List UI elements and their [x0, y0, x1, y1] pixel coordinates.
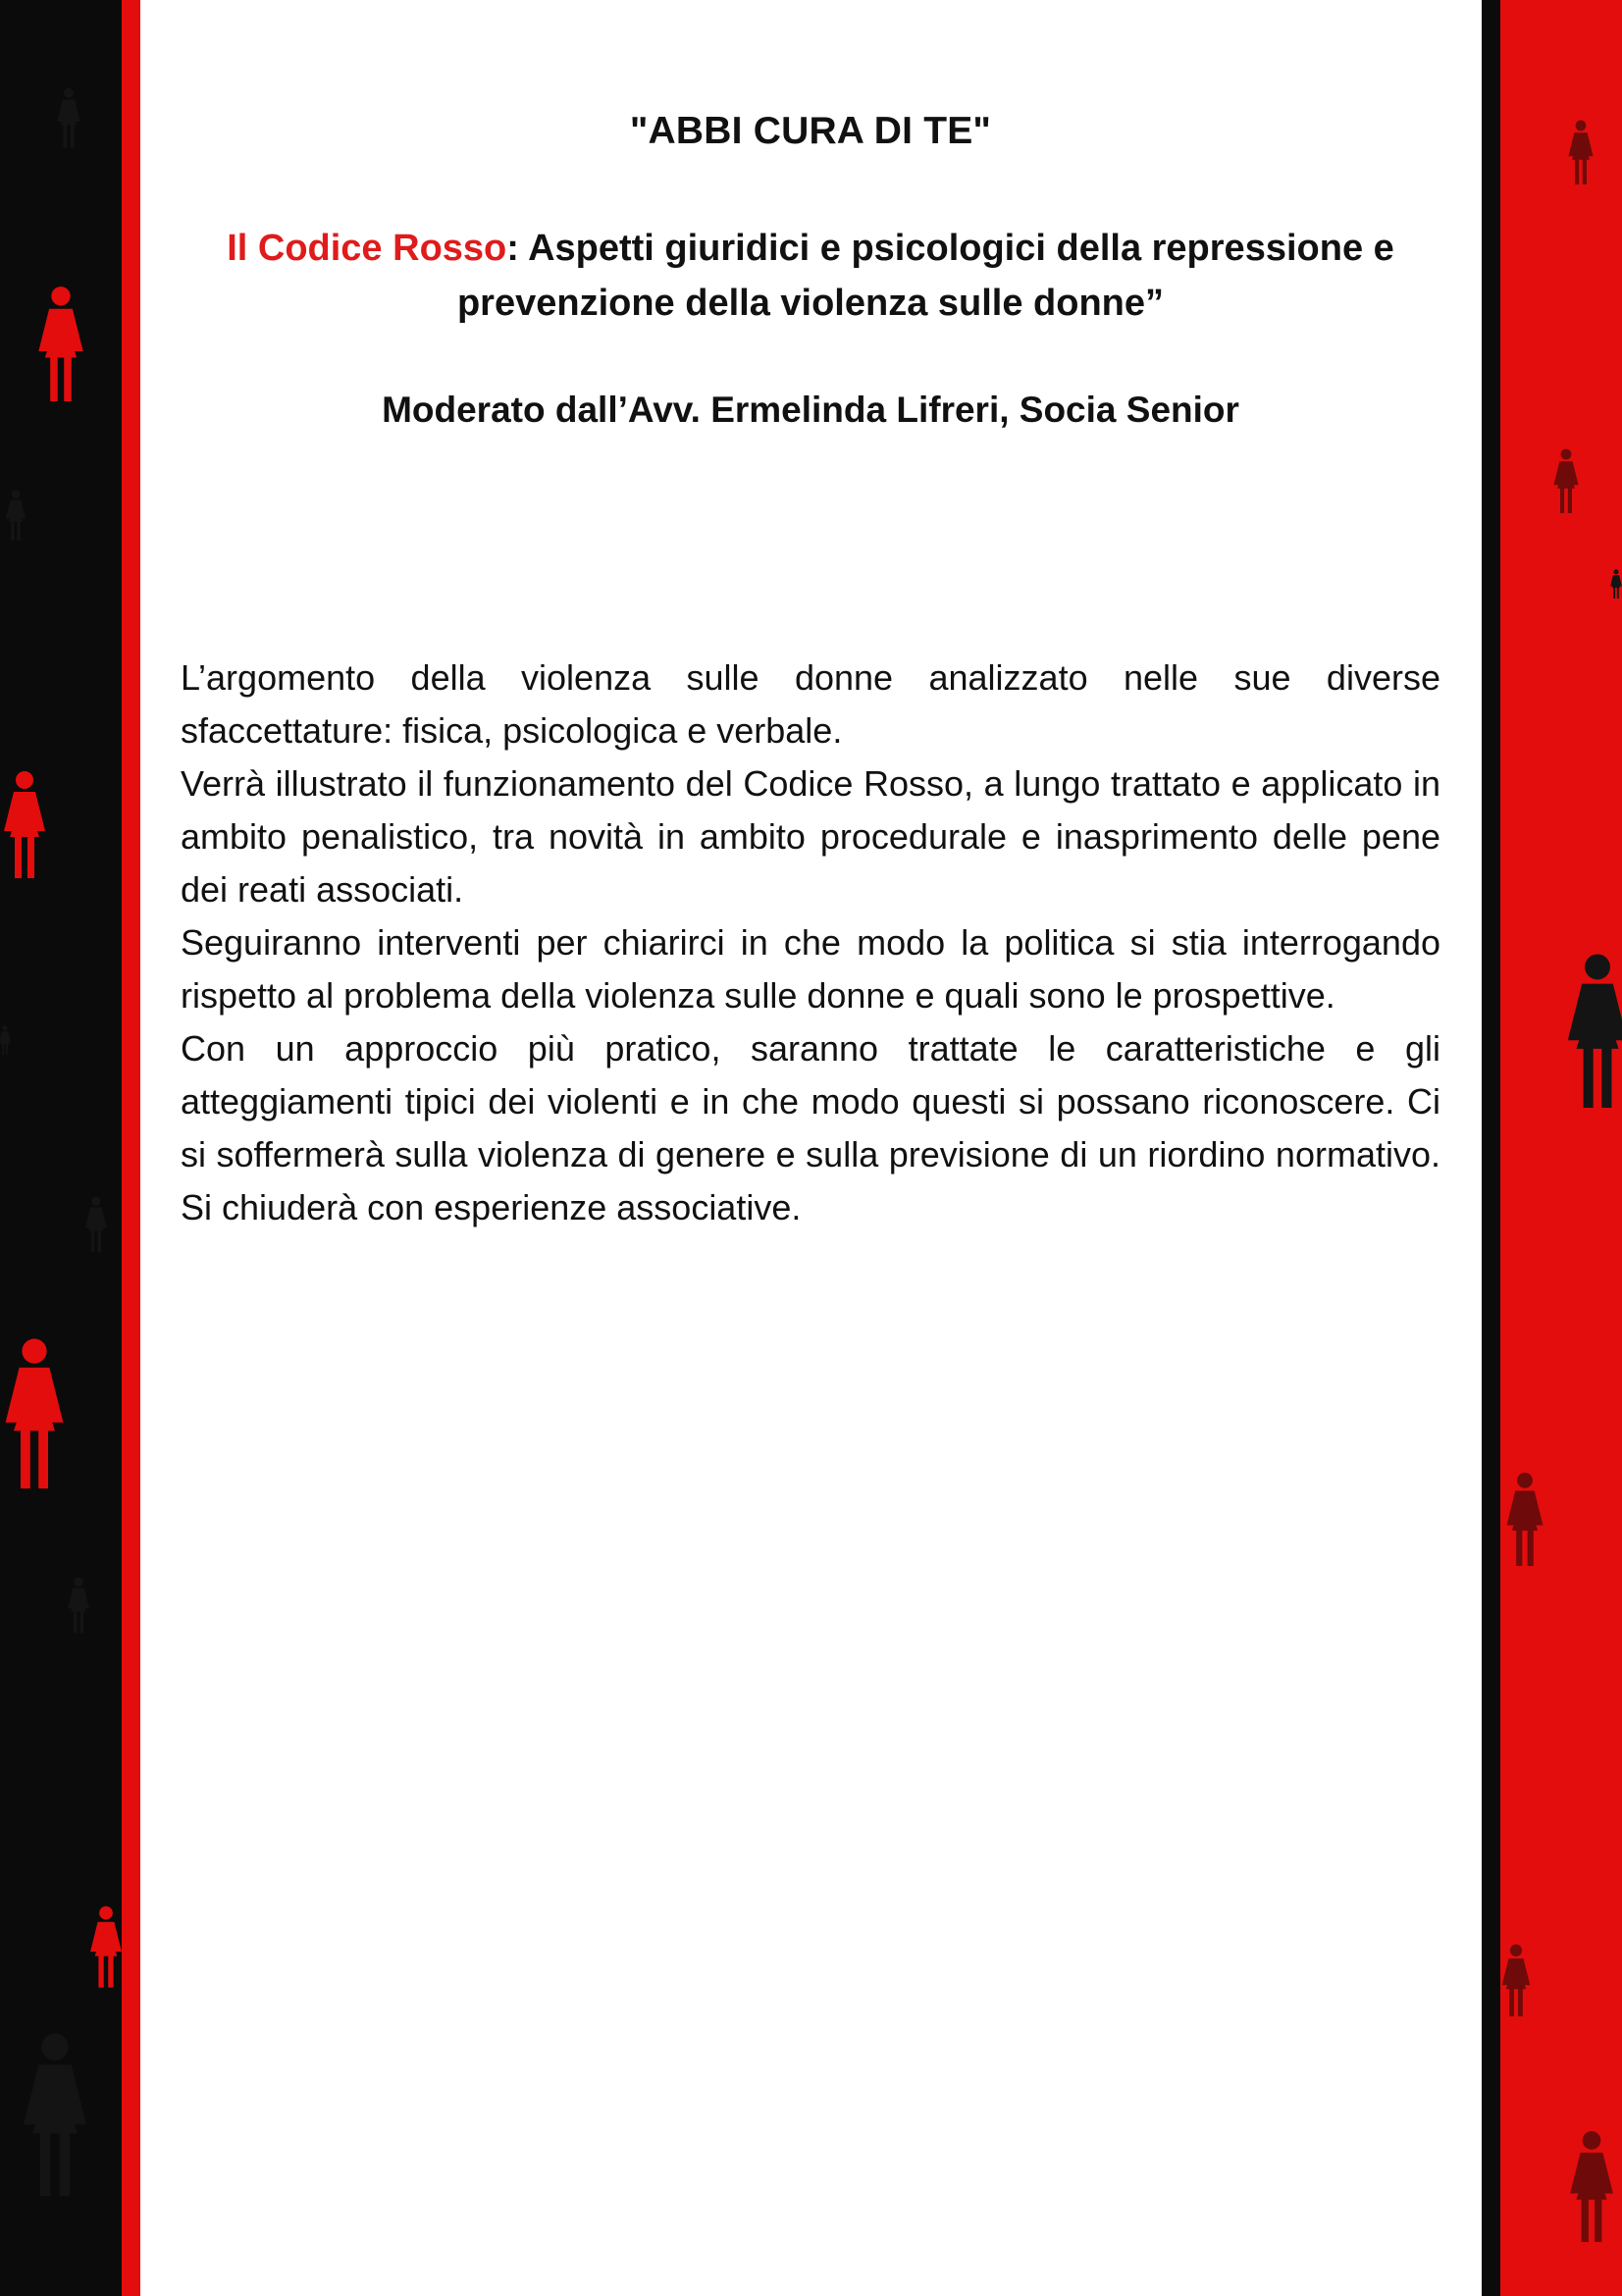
woman-figure-icon — [1551, 448, 1581, 513]
woman-figure-icon — [55, 87, 82, 148]
paragraph: Verrà illustrato il funzionamento del Codice Rosso, a lungo trattato e applicato in ambito penalistico, tra novità in ambito procedurale e inasprimento delle pene dei reati associati. — [181, 763, 1440, 910]
subtitle-text: : Aspetti giuridici e psicologici della repressione e prevenzione della violenza sulle donne” — [456, 228, 1394, 324]
document-title: "ABBI CURA DI TE" — [629, 110, 992, 152]
right-black-stripe — [1482, 0, 1500, 2296]
woman-figure-icon — [4, 490, 27, 542]
paragraph: L’argomento della violenza sulle donne analizzato nelle sue diverse sfaccettature: fisica, psicologica e verbale. — [181, 657, 1440, 751]
woman-figure-icon — [0, 1025, 12, 1056]
woman-figure-icon — [0, 770, 49, 878]
woman-figure-icon — [83, 1196, 109, 1252]
woman-figure-icon — [34, 286, 87, 402]
woman-figure-icon — [1562, 953, 1622, 1108]
woman-figure-icon — [1503, 1472, 1546, 1567]
woman-figure-icon — [1499, 1944, 1533, 2017]
woman-figure-icon — [1566, 2130, 1617, 2242]
woman-figure-icon — [0, 1337, 69, 1488]
woman-figure-icon — [87, 1905, 125, 1988]
document-subtitle — [181, 221, 1440, 331]
paragraph: Con un approccio più pratico, saranno trattate le caratteristiche e gli atteggiamenti tipici dei violenti e in che modo questi si possano riconoscere. Ci si soffermerà sulla violenza di genere e sulla previsione di un riordino normativo. Si chiuderà con esperienze associative. — [181, 1028, 1440, 1227]
paragraph: Seguiranno interventi per chiarirci in che modo la politica si stia interrogando rispetto al problema della violenza sulle donne e quali sono le prospettive. — [181, 922, 1440, 1016]
woman-figure-icon — [1566, 120, 1596, 184]
subtitle-highlight: Il Codice Rosso — [227, 228, 507, 269]
woman-figure-icon — [1609, 569, 1622, 600]
woman-figure-icon — [18, 2032, 92, 2196]
description — [181, 652, 1440, 1234]
moderator-line: Moderato dall’Avv. Ermelinda Lifreri, Socia Senior — [382, 390, 1239, 430]
woman-figure-icon — [66, 1577, 91, 1633]
